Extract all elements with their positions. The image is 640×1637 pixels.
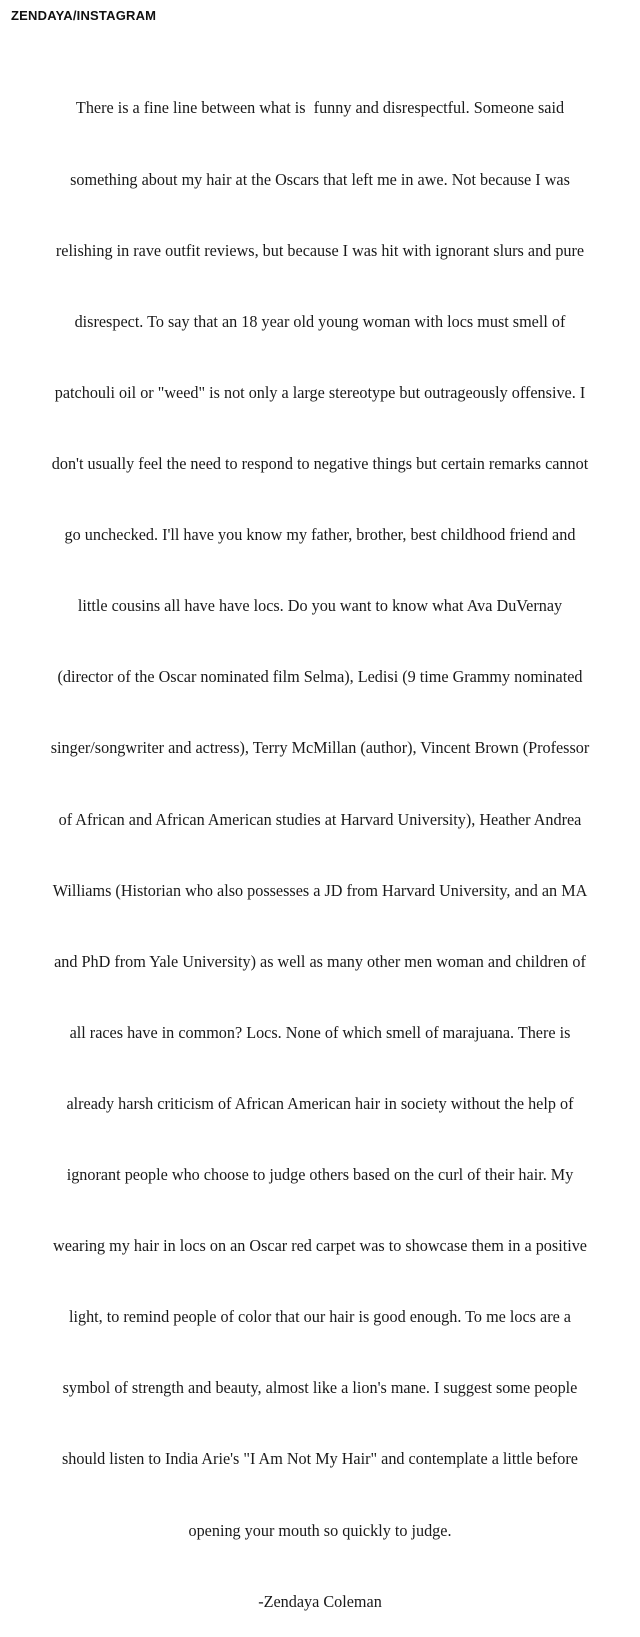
statement-text xyxy=(0,49,640,1637)
statement-line: ignorant people who choose to judge others based on the curl of their hair. My xyxy=(66,1165,574,1185)
statement-line: patchouli oil or "weed" is not only a large stereotype but outrageously offensive. I xyxy=(54,382,586,402)
statement-line: go unchecked. I'll have you know my father, brother, best childhood friend and xyxy=(64,525,576,545)
source-credit: ZENDAYA/INSTAGRAM xyxy=(11,8,157,23)
statement-line: symbol of strength and beauty, almost like a lion's mane. I suggest some people xyxy=(62,1378,578,1398)
statement-line: and PhD from Yale University) as well as many other men woman and children of xyxy=(54,951,586,971)
statement-line: should listen to India Arie's "I Am Not My Hair" and contemplate a little before xyxy=(62,1449,578,1469)
statement-line: Williams (Historian who also possesses a JD from Harvard University, and an MA xyxy=(52,880,588,900)
statement-line: disrespect. To say that an 18 year old young woman with locs must smell of xyxy=(74,311,566,331)
statement-line: already harsh criticism of African American hair in society without the help of xyxy=(66,1093,574,1113)
signature-line: -Zendaya Coleman xyxy=(258,1591,382,1611)
statement-line: opening your mouth so quickly to judge. xyxy=(188,1520,452,1540)
statement-line: relishing in rave outfit reviews, but because I was hit with ignorant slurs and pure xyxy=(55,240,585,260)
statement-line: light, to remind people of color that our hair is good enough. To me locs are a xyxy=(68,1307,571,1327)
statement-line: of African and African American studies at Harvard University), Heather Andrea xyxy=(58,809,582,829)
statement-line: don't usually feel the need to respond to negative things but certain remarks cannot xyxy=(51,453,589,473)
statement-line: There is a fine line between what is funny and disrespectful. Someone said xyxy=(75,98,565,118)
statement-line: something about my hair at the Oscars that left me in awe. Not because I was xyxy=(70,169,570,189)
statement-line: singer/songwriter and actress), Terry McMillan (author), Vincent Brown (Professor xyxy=(50,738,590,758)
statement-line: all races have in common? Locs. None of which smell of marajuana. There is xyxy=(69,1022,571,1042)
statement-line: little cousins all have have locs. Do you want to know what Ava DuVernay xyxy=(77,596,563,616)
statement-line: (director of the Oscar nominated film Selma), Ledisi (9 time Grammy nominated xyxy=(57,667,583,687)
statement-line: wearing my hair in locs on an Oscar red carpet was to showcase them in a positive xyxy=(53,1236,587,1256)
